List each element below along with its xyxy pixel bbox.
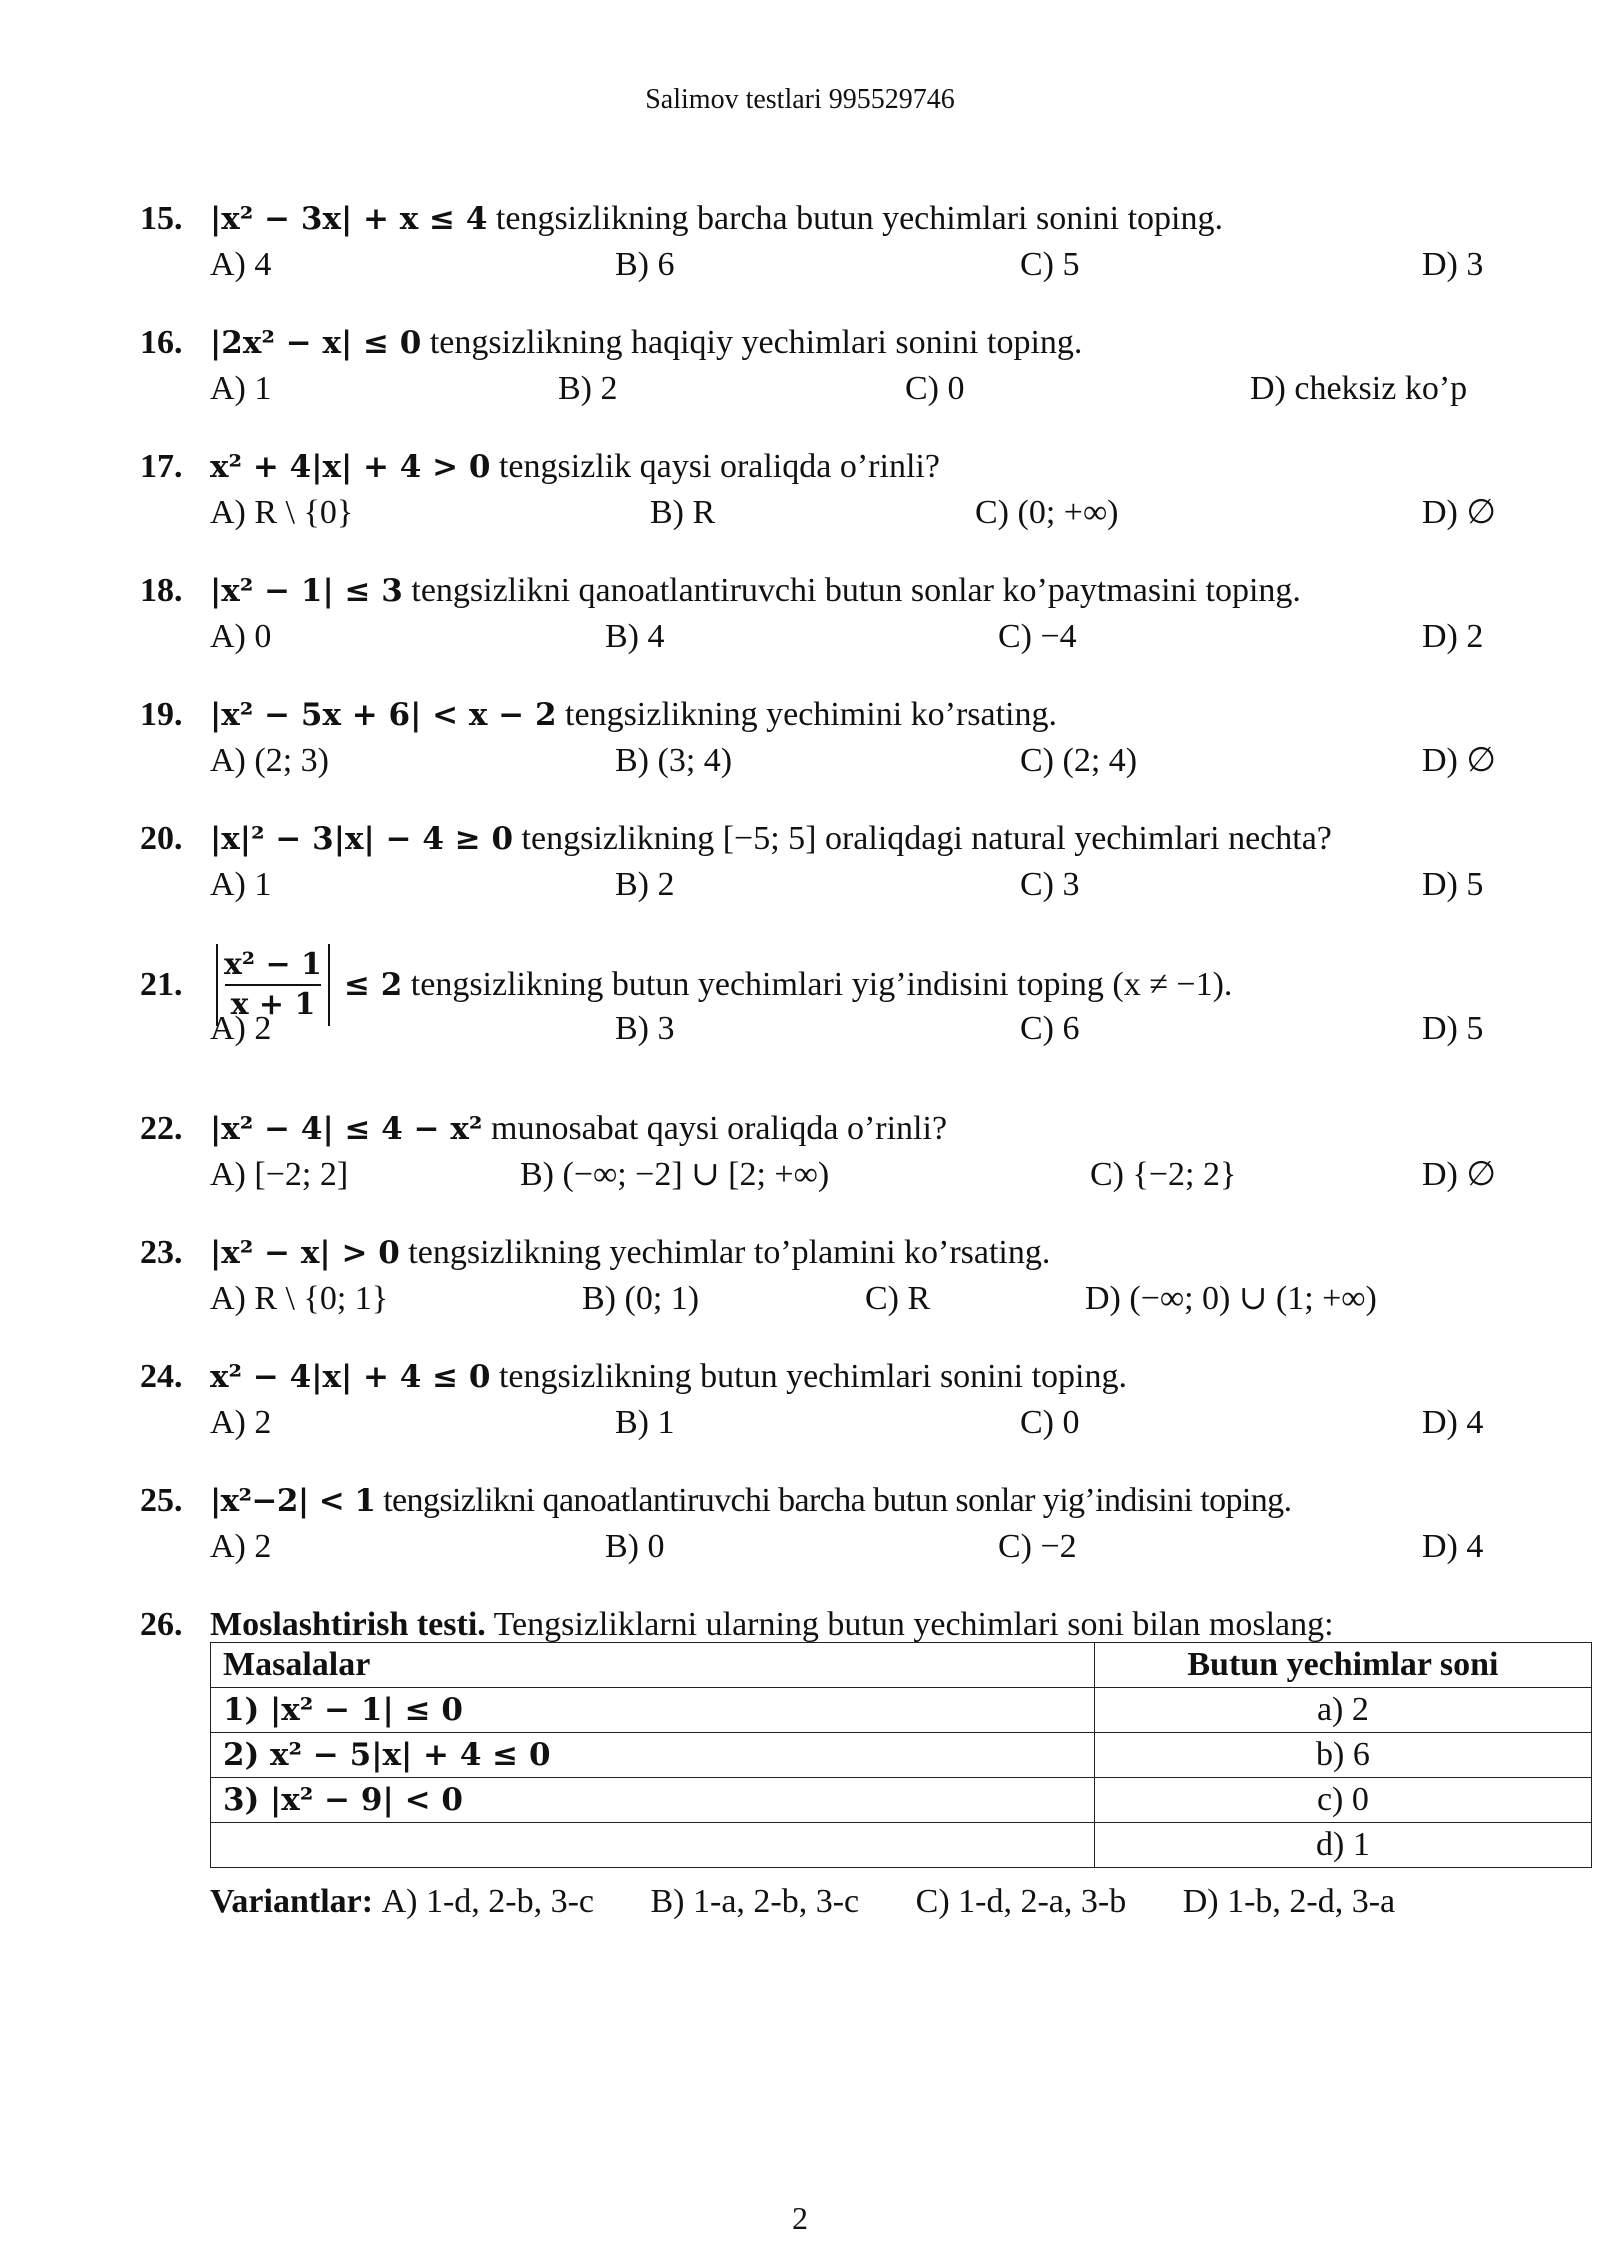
option-b: B) R — [650, 494, 716, 531]
option-a: A) [−2; 2] — [210, 1156, 349, 1193]
question-text: tengsizlikni qanoatlantiruvchi barcha butun sonlar yig’indisini toping. — [375, 1482, 1292, 1519]
question-text: tengsizlikning butun yechimlari yig’indisini toping (x ≠ −1). — [402, 966, 1233, 1003]
question-23 — [140, 1230, 1490, 1322]
fraction-numerator: x² − 1 — [224, 947, 322, 982]
variant-d: D) 1-b, 2-d, 3-a — [1182, 1883, 1396, 1920]
question-math: x² + 4|x| + 4 > 0 — [210, 449, 491, 485]
table-header-row — [211, 1643, 1592, 1688]
table-cell-right: a) 2 — [1094, 1688, 1591, 1733]
question-math: |x² − 4| ≤ 4 − x² — [210, 1111, 483, 1147]
table-cell-right: d) 1 — [1094, 1823, 1591, 1868]
question-number: 15. — [140, 200, 183, 237]
option-b: B) 0 — [605, 1528, 665, 1565]
question-number: 22. — [140, 1110, 183, 1147]
question-math: |x² − 1| ≤ 3 — [210, 573, 403, 609]
question-number: 25. — [140, 1482, 183, 1519]
option-d: D) 5 — [1422, 866, 1484, 903]
option-d: D) ∅ — [1422, 494, 1496, 531]
option-d: D) cheksiz ko’p — [1250, 370, 1468, 407]
table-row — [211, 1688, 1592, 1733]
option-c: C) 6 — [1020, 1010, 1080, 1047]
option-c: C) (0; +∞) — [975, 494, 1119, 531]
option-b: B) 4 — [605, 618, 665, 655]
question-25 — [140, 1478, 1490, 1570]
option-c: C) 0 — [1020, 1404, 1080, 1441]
option-b: B) 2 — [615, 866, 675, 903]
question-math: |x|² − 3|x| − 4 ≥ 0 — [210, 821, 514, 857]
option-d: D) ∅ — [1422, 1156, 1496, 1193]
question-16 — [140, 320, 1490, 412]
option-b: B) 6 — [615, 246, 675, 283]
question-15 — [140, 196, 1490, 288]
option-c: C) 3 — [1020, 866, 1080, 903]
option-d: D) 5 — [1422, 1010, 1484, 1047]
variants-block — [210, 1878, 1510, 1926]
question-19 — [140, 692, 1496, 784]
question-math: |x² − 5x + 6| < x − 2 — [210, 697, 557, 733]
option-b: B) (0; 1) — [582, 1280, 700, 1317]
variant-a: A) 1-d, 2-b, 3-c — [381, 1883, 594, 1920]
table-row — [211, 1823, 1592, 1868]
question-math: x² − 4|x| + 4 ≤ 0 — [210, 1359, 491, 1395]
question-math: ≤ 2 — [343, 967, 403, 1003]
option-a: A) (2; 3) — [210, 742, 329, 779]
option-b: B) 1 — [615, 1404, 675, 1441]
question-number: 26. — [140, 1606, 183, 1643]
question-number: 16. — [140, 324, 183, 361]
table-row — [211, 1733, 1592, 1778]
variant-b: B) 1-a, 2-b, 3-c — [650, 1883, 860, 1920]
option-d: D) ∅ — [1422, 742, 1496, 779]
option-d: D) 2 — [1422, 618, 1484, 655]
option-d: D) 4 — [1422, 1404, 1484, 1441]
table-cell-right: b) 6 — [1094, 1733, 1591, 1778]
option-d: D) 3 — [1422, 246, 1484, 283]
page-header: Salimov testlari 995529746 — [645, 84, 955, 115]
option-a: A) 1 — [210, 370, 272, 407]
option-b: B) (−∞; −2] ∪ [2; +∞) — [520, 1156, 830, 1193]
option-a: A) R \ {0} — [210, 494, 354, 531]
option-a: A) 2 — [210, 1010, 272, 1047]
question-number: 21. — [140, 966, 183, 1003]
column-header-left: Masalalar — [211, 1643, 1095, 1688]
question-text: tengsizlikning haqiqiy yechimlari sonini toping. — [421, 324, 1083, 361]
question-18 — [140, 568, 1490, 660]
question-number: 23. — [140, 1234, 183, 1271]
option-a: A) 2 — [210, 1404, 272, 1441]
option-c: C) (2; 4) — [1020, 742, 1138, 779]
question-math: |2x² − x| ≤ 0 — [210, 325, 422, 361]
page-number: 2 — [792, 2200, 808, 2236]
option-c: C) {−2; 2} — [1090, 1156, 1237, 1193]
option-b: B) (3; 4) — [615, 742, 733, 779]
option-c: C) R — [865, 1280, 931, 1317]
question-number: 18. — [140, 572, 183, 609]
question-17 — [140, 444, 1496, 536]
fraction-denominator: x + 1 — [225, 984, 322, 1024]
table-cell-left: 3) |x² − 9| < 0 — [211, 1778, 1095, 1823]
option-b: B) 3 — [615, 1010, 675, 1047]
option-a: A) 1 — [210, 866, 272, 903]
column-header-right: Butun yechimlar soni — [1094, 1643, 1591, 1688]
question-number: 17. — [140, 448, 183, 485]
question-text: munosabat qaysi oraliqda o’rinli? — [482, 1110, 948, 1147]
table-cell-left: 2) x² − 5|x| + 4 ≤ 0 — [211, 1733, 1095, 1778]
option-a: A) R \ {0; 1} — [210, 1280, 389, 1317]
question-text: tengsizlikning yechimlar to’plamini ko’rsating. — [399, 1234, 1051, 1271]
matching-title: Moslashtirish testi. — [210, 1606, 486, 1643]
question-text: tengsizlikni qanoatlantiruvchi butun sonlar ko’paytmasini toping. — [402, 572, 1301, 609]
question-21 — [140, 947, 1490, 1052]
question-math: |x²−2| < 1 — [210, 1483, 376, 1519]
option-c: C) 5 — [1020, 246, 1080, 283]
table-cell-right: c) 0 — [1094, 1778, 1591, 1823]
question-20 — [140, 816, 1490, 908]
option-d: D) 4 — [1422, 1528, 1484, 1565]
variants-label: Variantlar: — [210, 1883, 374, 1920]
question-math: |x² − x| > 0 — [210, 1235, 400, 1271]
question-24 — [140, 1354, 1490, 1446]
question-number: 19. — [140, 696, 183, 733]
option-d: D) (−∞; 0) ∪ (1; +∞) — [1085, 1280, 1377, 1317]
question-text: tengsizlikning yechimini ko’rsating. — [556, 696, 1058, 733]
option-c: C) −2 — [998, 1528, 1077, 1565]
table-cell-left: 1) |x² − 1| ≤ 0 — [211, 1688, 1095, 1733]
option-a: A) 4 — [210, 246, 272, 283]
question-text: tengsizlikning [−5; 5] oraliqdagi natural yechimlari nechta? — [513, 820, 1332, 857]
option-a: A) 2 — [210, 1528, 272, 1565]
question-math: |x² − 3x| + x ≤ 4 — [210, 201, 488, 237]
question-number: 20. — [140, 820, 183, 857]
option-c: C) −4 — [998, 618, 1077, 655]
question-text: tengsizlikning butun yechimlari sonini toping. — [490, 1358, 1127, 1395]
question-text: Tengsizliklarni ularning butun yechimlari soni bilan moslang: — [485, 1606, 1334, 1643]
table-row — [211, 1778, 1592, 1823]
question-22 — [140, 1106, 1496, 1198]
option-b: B) 2 — [558, 370, 618, 407]
matching-table — [210, 1642, 1592, 1868]
question-number: 24. — [140, 1358, 183, 1395]
question-text: tengsizlikning barcha butun yechimlari sonini toping. — [487, 200, 1223, 237]
table-cell-left — [211, 1823, 1095, 1868]
option-c: C) 0 — [905, 370, 965, 407]
option-a: A) 0 — [210, 618, 272, 655]
question-text: tengsizlik qaysi oraliqda o’rinli? — [490, 448, 940, 485]
variant-c: C) 1-d, 2-a, 3-b — [915, 1883, 1127, 1920]
